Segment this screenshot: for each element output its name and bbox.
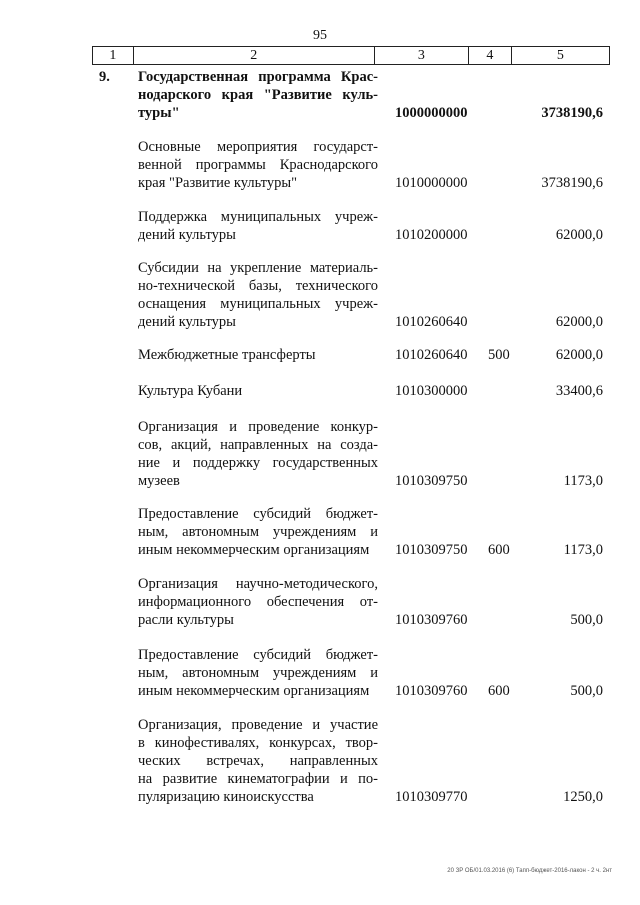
row-code: 1010200000 [395, 227, 468, 243]
row-name-line: иным некоммерческим организациям [138, 542, 370, 558]
row-name-line: ным, автономным учреждениям и [138, 524, 378, 540]
row-name-line: дений культуры [138, 227, 236, 243]
row-name-line: края "Развитие культуры" [138, 175, 297, 191]
footer-file-stamp: 20 ЗР ОБ/01.03.2016 (6) Тапп-бюджет-2016-лакон - 2 ч. 2нт [447, 868, 612, 874]
row-code: 1010309770 [395, 789, 468, 805]
row-name-line: туры" [138, 105, 180, 121]
row-type: 600 [488, 683, 510, 699]
row-name-line: дений культуры [138, 314, 236, 330]
row-name-line: Предоставление субсидий бюджет- [138, 647, 378, 663]
row-amount: 62000,0 [555, 227, 603, 243]
row-name-line: сов, акций, направленных на созда- [138, 437, 378, 453]
row-amount: 1250,0 [563, 789, 603, 805]
row-name-line: расли культуры [138, 612, 234, 628]
row-code: 1010309760 [395, 683, 468, 699]
row-name-line: Основные мероприятия государст- [138, 139, 378, 155]
row-name-line: Субсидии на укрепление материаль- [138, 260, 378, 276]
row-code: 1000000000 [395, 105, 468, 121]
row-amount: 1173,0 [563, 542, 603, 558]
row-name-line: Межбюджетные трансферты [138, 347, 316, 363]
row-name-line: Государственная программа Крас- [138, 69, 378, 85]
row-name-line: нодарского края "Развитие куль- [138, 87, 378, 103]
row-code: 1010309750 [395, 473, 468, 489]
row-type: 600 [488, 542, 510, 558]
row-amount: 3738190,6 [541, 175, 603, 191]
row-number: 9. [99, 69, 110, 85]
row-code: 1010260640 [395, 314, 468, 330]
row-name-line: Организация, проведение и участие [138, 717, 378, 733]
row-name-line: в кинофестивалях, конкурсах, твор- [138, 735, 378, 751]
header-col-1: 1 [93, 47, 134, 65]
header-col-5: 5 [511, 47, 609, 65]
row-name-line: оснащения муниципальных учреж- [138, 296, 378, 312]
row-name-line: Организация и проведение конкур- [138, 419, 378, 435]
row-code: 1010309760 [395, 612, 468, 628]
row-amount: 62000,0 [555, 314, 603, 330]
page-number: 95 [313, 28, 327, 43]
row-name-line: ние и поддержку государственных [138, 455, 378, 471]
row-name-line: Организация научно-методического, [138, 576, 378, 592]
row-name-line: Предоставление субсидий бюджет- [138, 506, 378, 522]
header-col-4: 4 [469, 47, 512, 65]
row-amount: 33400,6 [555, 383, 603, 399]
row-amount: 3738190,6 [541, 105, 603, 121]
row-name-line: иным некоммерческим организациям [138, 683, 370, 699]
row-name-line: Поддержка муниципальных учреж- [138, 209, 378, 225]
row-code: 1010309750 [395, 542, 468, 558]
row-amount: 1173,0 [563, 473, 603, 489]
row-name-line: музеев [138, 473, 180, 489]
header-col-2: 2 [133, 47, 374, 65]
row-type: 500 [488, 347, 510, 363]
row-name-line: но-технической базы, технического [138, 278, 378, 294]
header-col-3: 3 [374, 47, 468, 65]
row-code: 1010260640 [395, 347, 468, 363]
row-name-line: венной программы Краснодарского [138, 157, 378, 173]
row-name-line: ческих встречах, направленных [138, 753, 378, 769]
row-code: 1010300000 [395, 383, 468, 399]
row-amount: 62000,0 [555, 347, 603, 363]
row-amount: 500,0 [570, 683, 603, 699]
row-name-line: ным, автономным учреждениям и [138, 665, 378, 681]
row-name-line: информационного обеспечения от- [138, 594, 378, 610]
row-code: 1010000000 [395, 175, 468, 191]
row-name-line: на развитие кинематографии и по- [138, 771, 378, 787]
row-name-line: пуляризацию киноискусства [138, 789, 314, 805]
row-amount: 500,0 [570, 612, 603, 628]
row-name-line: Культура Кубани [138, 383, 243, 399]
